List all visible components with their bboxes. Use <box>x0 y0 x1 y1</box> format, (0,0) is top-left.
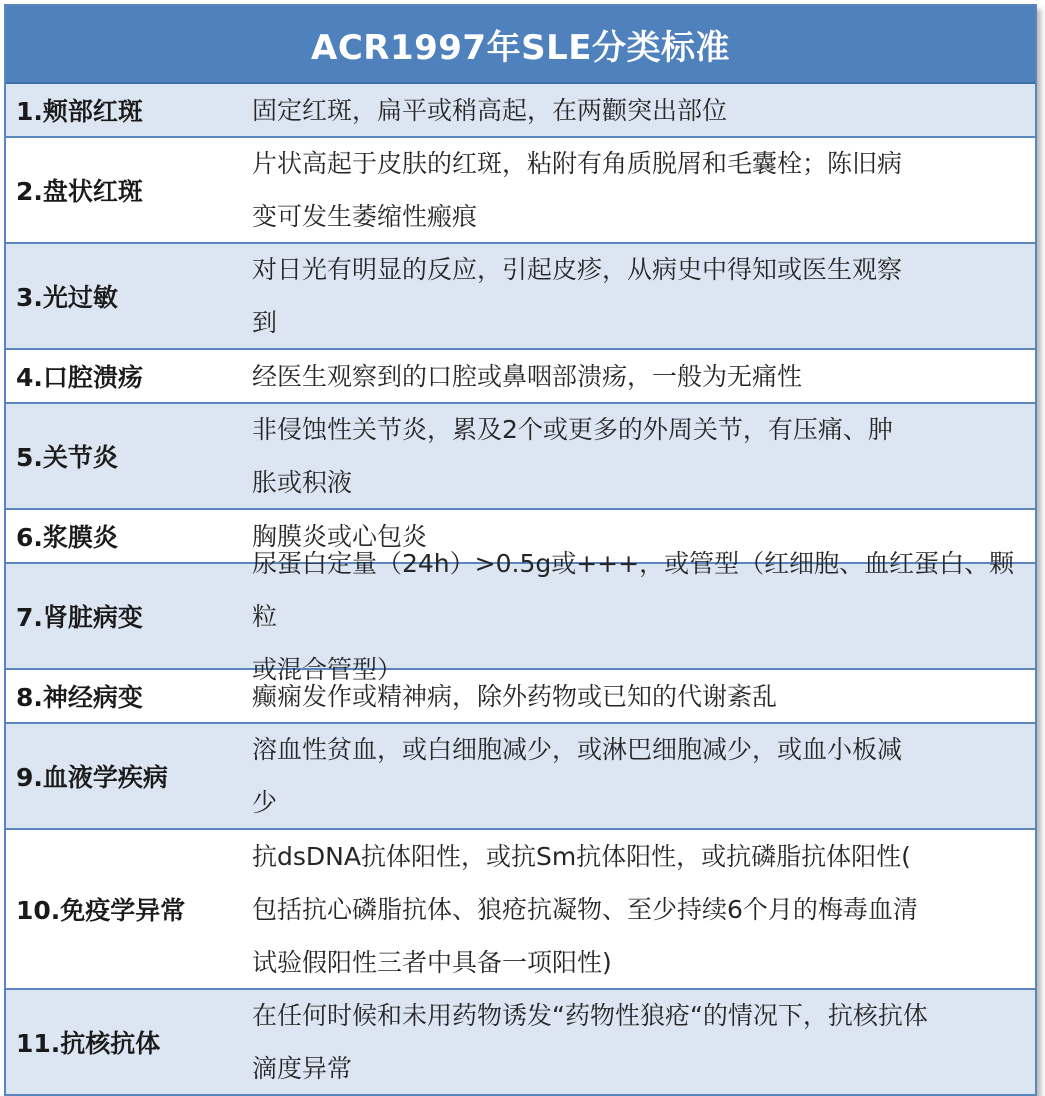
criterion-description: 胸膜炎或心包炎 <box>252 521 428 551</box>
criterion-name: 11.抗核抗体 <box>16 1029 161 1058</box>
criterion-description: 在任何时候和未用药物诱发“药物性狼疮“的情况下，抗核抗体 滴度异常 <box>252 1001 928 1083</box>
criterion-description: 经医生观察到的口腔或鼻咽部溃疡，一般为无痛性 <box>252 361 803 391</box>
table-row <box>6 136 1035 242</box>
criterion-name: 5.关节炎 <box>16 443 118 472</box>
criterion-name: 4.口腔溃疡 <box>16 363 143 392</box>
table-title: ACR1997年SLE分类标准 <box>6 6 1035 84</box>
table-body <box>6 84 1035 1094</box>
criterion-description: 尿蛋白定量（24h）>0.5g或+++，或管型（红细胞、血红蛋白、颗粒 或混合管型） <box>252 548 1015 684</box>
table-row <box>6 828 1035 988</box>
table-row <box>6 548 1035 684</box>
criterion-description: 非侵蚀性关节炎，累及2个或更多的外周关节，有压痛、肿 胀或积液 <box>252 415 893 497</box>
criterion-name: 1.颊部红斑 <box>16 97 143 126</box>
criterion-description: 癫痫发作或精神病，除外药物或已知的代谢紊乱 <box>252 681 778 711</box>
criterion-description: 固定红斑，扁平或稍高起，在两颧突出部位 <box>252 95 728 125</box>
table-row <box>6 668 1035 722</box>
table-row <box>6 242 1035 348</box>
criterion-name: 8.神经病变 <box>16 683 143 712</box>
criterion-name: 9.血液学疾病 <box>16 763 168 792</box>
criteria-table <box>4 4 1037 1096</box>
criterion-name: 10.免疫学异常 <box>16 896 186 925</box>
table-row <box>6 84 1035 136</box>
criterion-description: 片状高起于皮肤的红斑，粘附有角质脱屑和毛囊栓；陈旧病 变可发生萎缩性瘢痕 <box>252 149 903 231</box>
criterion-name: 2.盘状红斑 <box>16 177 143 206</box>
table-row <box>6 988 1035 1094</box>
criterion-description: 抗dsDNA抗体阳性，或抗Sm抗体阳性，或抗磷脂抗体阳性( 包括抗心磷脂抗体、狼疮抗凝物、至少持续6个月的梅毒血清 试验假阳性三者中具备一项阳性) <box>252 841 918 977</box>
criterion-description: 对日光有明显的反应，引起皮疹，从病史中得知或医生观察 到 <box>252 255 903 337</box>
criterion-name: 3.光过敏 <box>16 283 118 312</box>
table-row <box>6 402 1035 508</box>
table-row <box>6 722 1035 828</box>
criterion-name: 7.肾脏病变 <box>16 603 143 632</box>
criterion-description: 溶血性贫血，或白细胞减少，或淋巴细胞减少，或血小板减 少 <box>252 735 903 817</box>
table-row <box>6 348 1035 402</box>
criterion-name: 6.浆膜炎 <box>16 523 118 552</box>
